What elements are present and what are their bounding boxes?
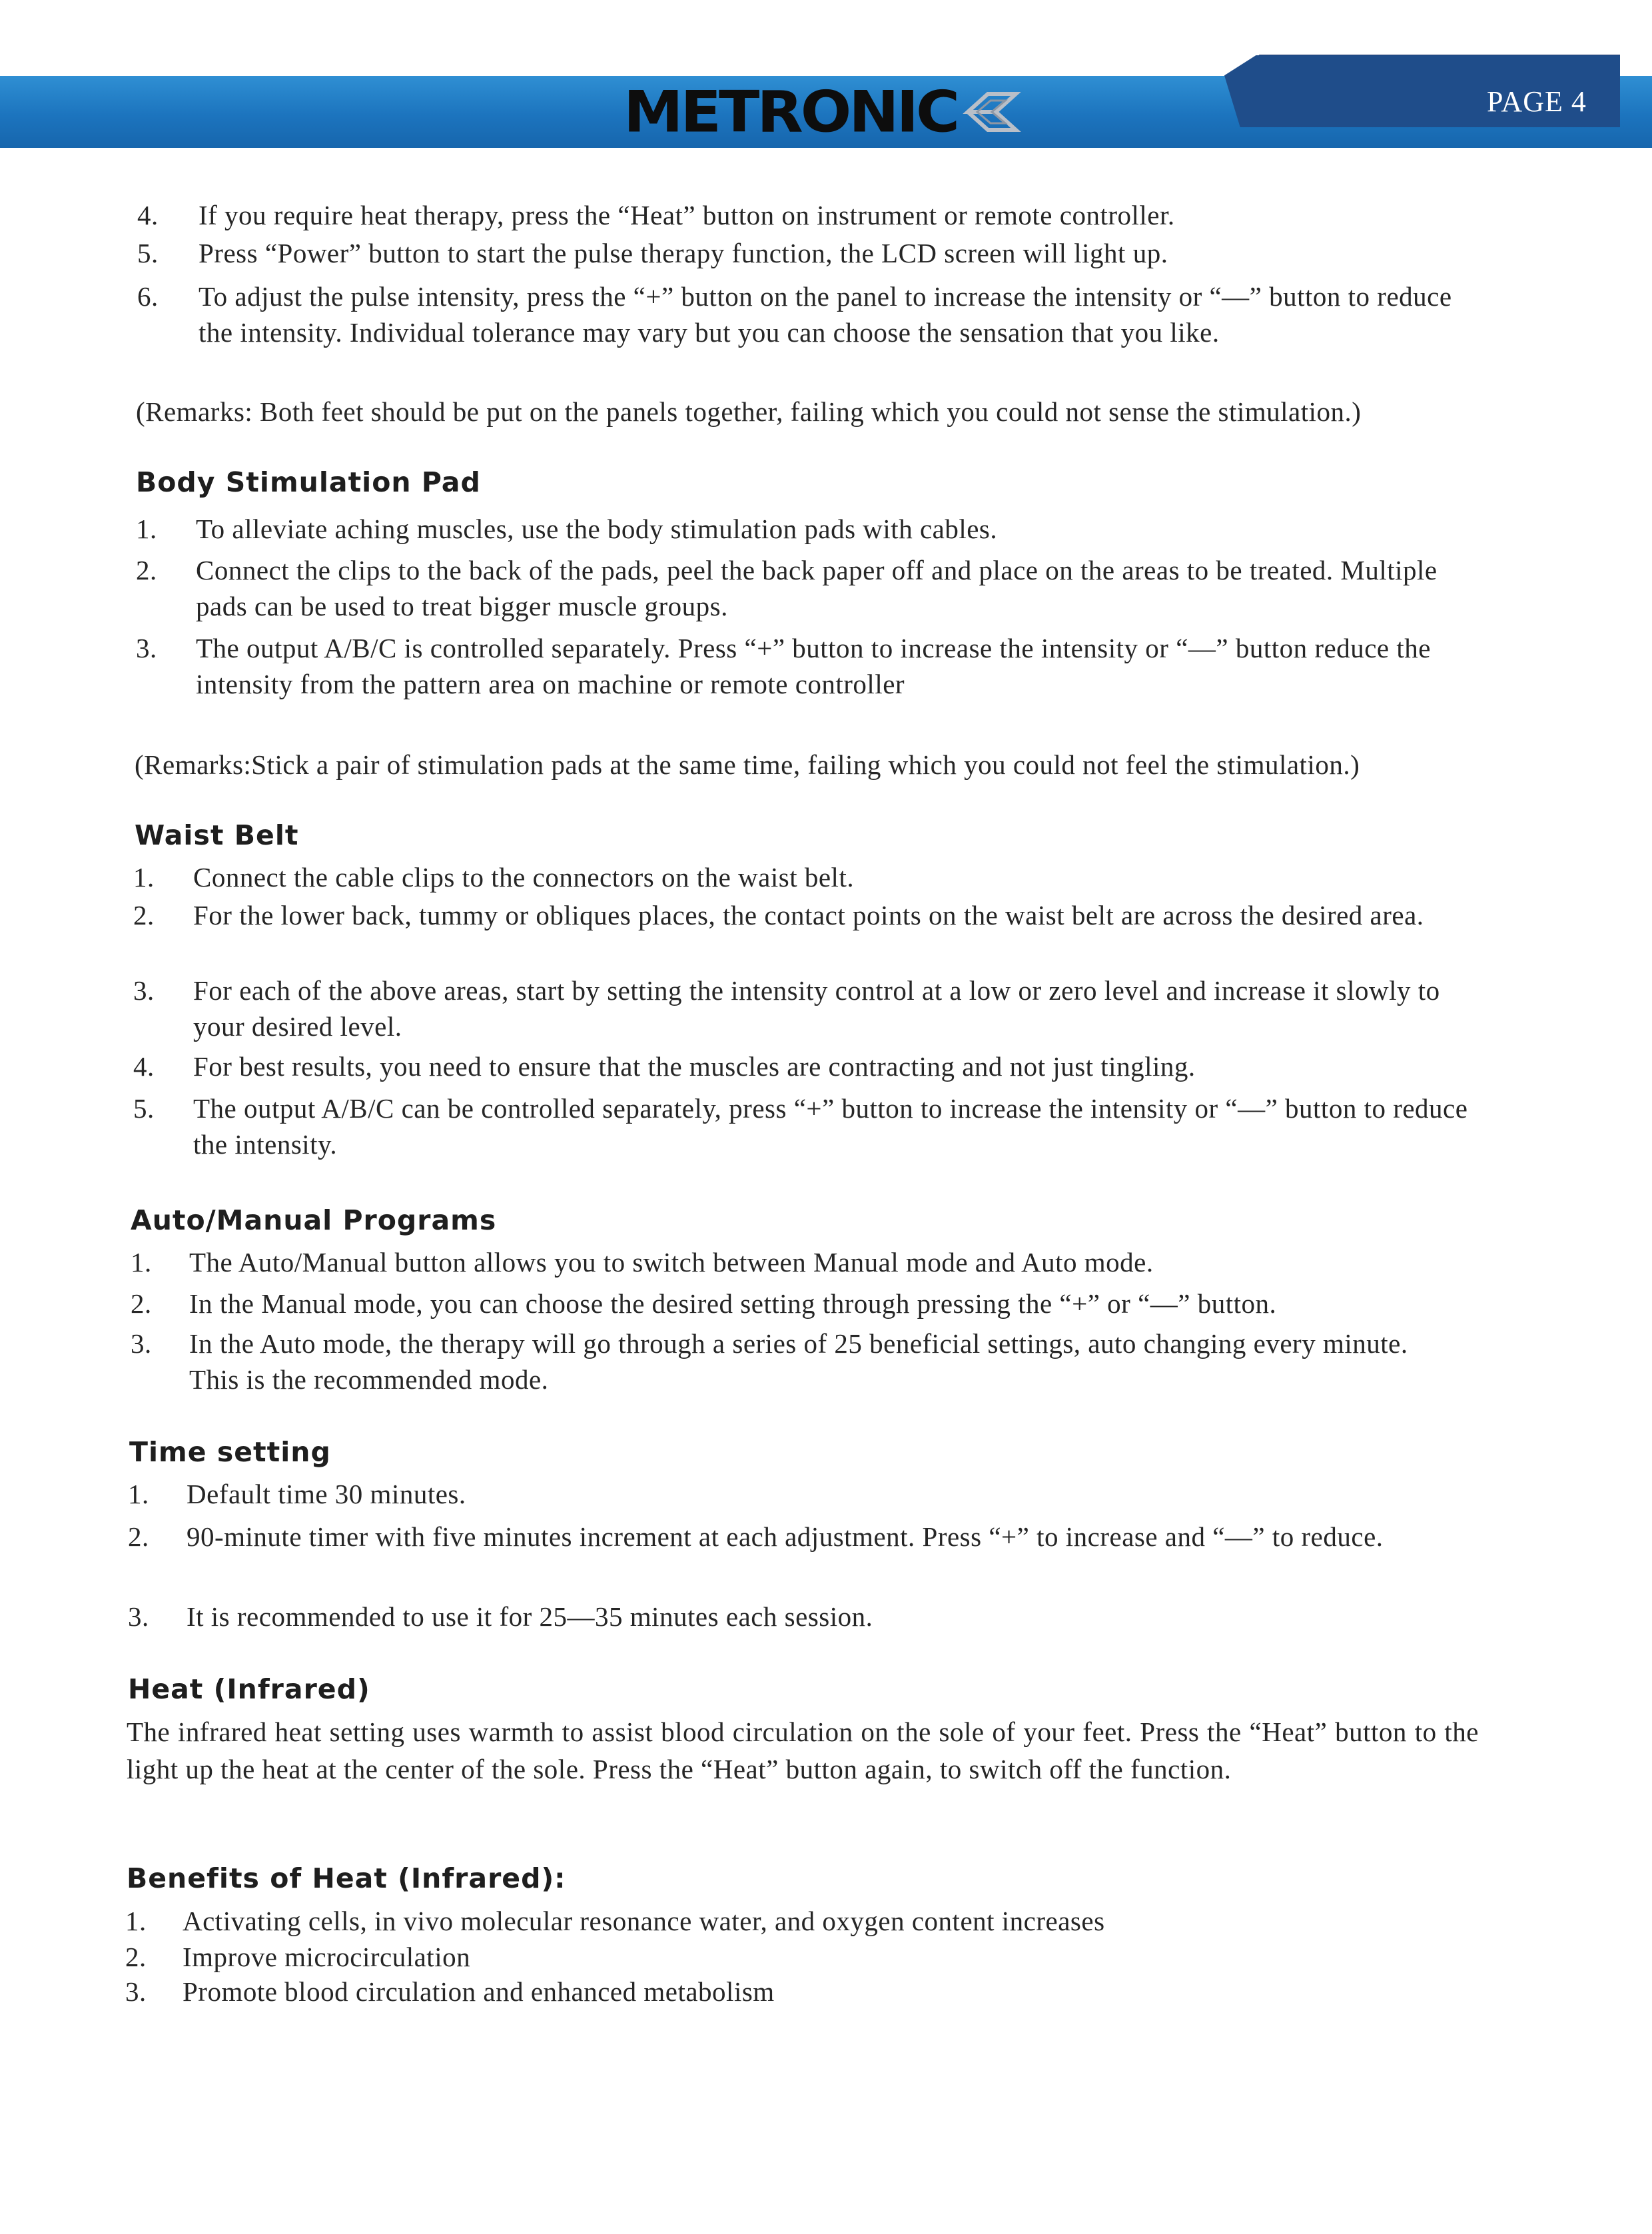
list-item: 3. The output A/B/C is controlled separately. Press “+” button to increase the intensity or “—” button reduce the intensity from the pattern area on machine or remote controller [136,633,1431,699]
list-item: 3. In the Auto mode, the therapy will go through a series of 25 beneficial settings, auto changing every minute. This is the recommended mode. [131,1328,1408,1395]
section-title-heat: Heat (Infrared) [128,1673,370,1705]
list-item: 2. Connect the clips to the back of the pads, peel the back paper off and place on the areas to be treated. Multiple pads can be used to treat bigger muscle groups. [136,555,1438,621]
brand-name: METRONIC [623,79,958,145]
section-title-auto-manual: Auto/Manual Programs [131,1204,497,1236]
page-header [0,0,1652,160]
list-item: 3. For each of the above areas, start by setting the intensity control at a low or zero level and increase it slowly to your desired level. [133,975,1440,1042]
list-item: 6. To adjust the pulse intensity, press the “+” button on the panel to increase the intensity or “—” button to reduce the intensity. Individual tolerance may vary but you can choose the sensation that you like. [137,281,1452,348]
brand-mark-icon [961,87,1023,137]
remark-feet: (Remarks: Both feet should be put on the panels together, failing which you could not sense the stimulation.) [136,396,1362,427]
remark-pads: (Remarks:Stick a pair of stimulation pads at the same time, failing which you could not feel the stimulation.) [135,749,1360,780]
page-number: PAGE 4 [1487,85,1587,118]
list-item: 2. 90-minute timer with five minutes increment at each adjustment. Press “+” to increase and “—” to reduce. [128,1521,1384,1552]
section-title-benefits: Benefits of Heat (Infrared): [127,1862,566,1894]
list-item: 2. For the lower back, tummy or obliques places, the contact points on the waist belt are across the desired area. [133,900,1424,931]
section-title-time-setting: Time setting [129,1436,331,1468]
heat-description: The infrared heat setting uses warmth to assist blood circulation on the sole of your feet. Press the “Heat” button to the light up the heat at the center of the sole. Press the “Heat” button again, to switch off the function. [127,1716,1479,1784]
brand-logo [623,79,1023,145]
section-title-body-pad: Body Stimulation Pad [136,466,481,498]
list-item: 5. The output A/B/C can be controlled separately, press “+” button to increase the intensity or “—” button to reduce the intensity. [133,1093,1468,1160]
section-title-waist-belt: Waist Belt [135,819,299,851]
